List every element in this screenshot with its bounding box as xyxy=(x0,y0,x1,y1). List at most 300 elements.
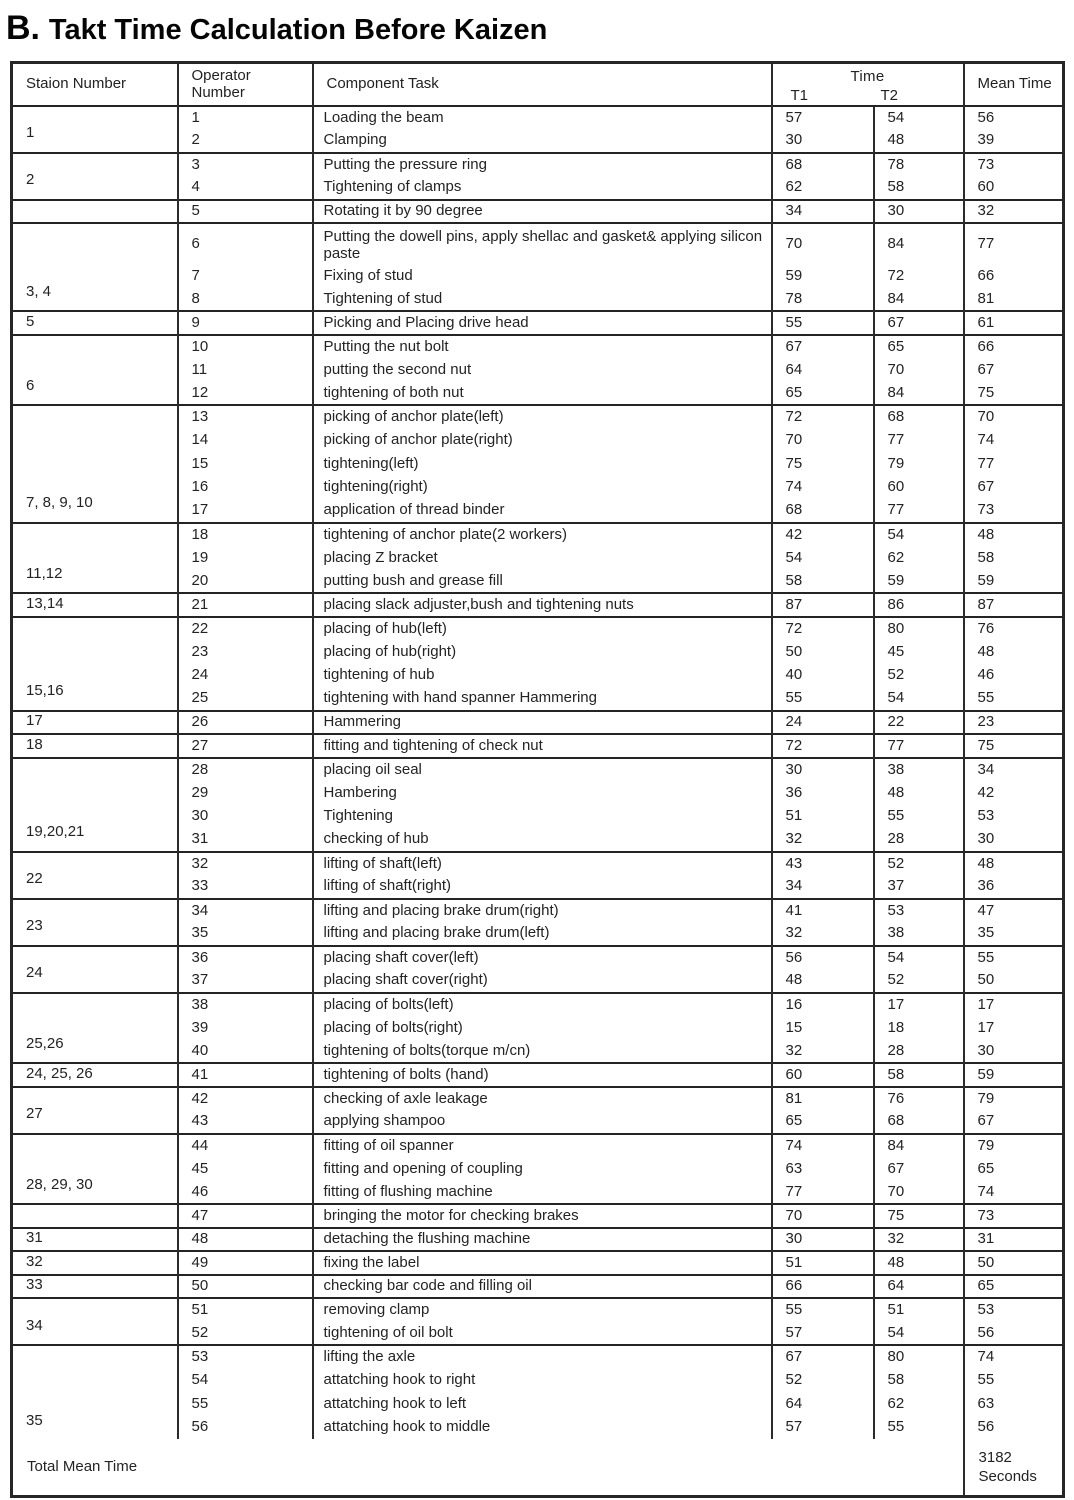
operator-cell: 47 xyxy=(178,1204,313,1228)
mean-cell: 30 xyxy=(964,828,1064,852)
mean-cell: 48 xyxy=(964,523,1064,547)
task-cell: Hambering xyxy=(313,781,772,805)
mean-cell: 81 xyxy=(964,288,1064,312)
operator-cell: 4 xyxy=(178,176,313,200)
table-row xyxy=(12,153,1064,177)
station-cell: 17 xyxy=(12,711,178,735)
header-mean xyxy=(964,63,1064,106)
operator-cell: 27 xyxy=(178,734,313,758)
mean-cell: 53 xyxy=(964,1298,1064,1322)
task-cell: Hammering xyxy=(313,711,772,735)
station-cell: 6 xyxy=(12,335,178,406)
table-row xyxy=(12,758,1064,782)
task-cell: placing shaft cover(right) xyxy=(313,969,772,993)
operator-cell: 33 xyxy=(178,875,313,899)
station-cell: 22 xyxy=(12,852,178,899)
t1-cell: 55 xyxy=(772,687,874,711)
operator-cell: 9 xyxy=(178,311,313,335)
table-row xyxy=(12,593,1064,617)
operator-cell: 16 xyxy=(178,476,313,500)
t1-cell: 74 xyxy=(772,476,874,500)
header-time-label: Time xyxy=(850,68,885,86)
mean-cell: 63 xyxy=(964,1392,1064,1416)
task-cell: Clamping xyxy=(313,129,772,153)
header-task-label: Component Task xyxy=(326,75,439,93)
t2-cell: 68 xyxy=(874,1110,964,1134)
mean-cell: 67 xyxy=(964,358,1064,382)
task-cell: checking of axle leakage xyxy=(313,1087,772,1111)
t2-cell: 80 xyxy=(874,1345,964,1369)
task-cell: tightening(left) xyxy=(313,452,772,476)
operator-cell: 29 xyxy=(178,781,313,805)
mean-cell: 73 xyxy=(964,153,1064,177)
task-cell: fitting of oil spanner xyxy=(313,1134,772,1158)
table-row xyxy=(12,993,1064,1017)
operator-cell: 45 xyxy=(178,1157,313,1181)
task-cell: placing slack adjuster,bush and tightening nuts xyxy=(313,593,772,617)
header-t1-label: T1 xyxy=(790,87,809,105)
t1-cell: 68 xyxy=(772,499,874,523)
station-cell: 31 xyxy=(12,1228,178,1252)
mean-cell: 56 xyxy=(964,1416,1064,1440)
mean-cell: 77 xyxy=(964,452,1064,476)
operator-cell: 38 xyxy=(178,993,313,1017)
t1-cell: 42 xyxy=(772,523,874,547)
operator-cell: 3 xyxy=(178,153,313,177)
t1-cell: 48 xyxy=(772,969,874,993)
t2-cell: 38 xyxy=(874,758,964,782)
t1-cell: 54 xyxy=(772,546,874,570)
table-row xyxy=(12,1251,1064,1275)
operator-cell: 17 xyxy=(178,499,313,523)
t1-cell: 55 xyxy=(772,1298,874,1322)
task-cell: placing of bolts(left) xyxy=(313,993,772,1017)
t1-cell: 65 xyxy=(772,1110,874,1134)
t1-cell: 15 xyxy=(772,1016,874,1040)
t2-cell: 58 xyxy=(874,176,964,200)
header-station xyxy=(12,63,178,106)
t2-cell: 75 xyxy=(874,1204,964,1228)
total-row xyxy=(12,1439,1064,1496)
operator-cell: 56 xyxy=(178,1416,313,1440)
task-cell: attatching hook to right xyxy=(313,1369,772,1393)
t1-cell: 67 xyxy=(772,1345,874,1369)
station-cell xyxy=(12,1204,178,1228)
task-cell: Picking and Placing drive head xyxy=(313,311,772,335)
operator-cell: 49 xyxy=(178,1251,313,1275)
t2-cell: 84 xyxy=(874,382,964,406)
operator-cell: 7 xyxy=(178,264,313,288)
station-cell: 13,14 xyxy=(12,593,178,617)
task-cell: tightening of both nut xyxy=(313,382,772,406)
mean-cell: 55 xyxy=(964,687,1064,711)
operator-cell: 54 xyxy=(178,1369,313,1393)
table-row xyxy=(12,1345,1064,1369)
task-cell: lifting of shaft(right) xyxy=(313,875,772,899)
task-cell: Tightening xyxy=(313,805,772,829)
t1-cell: 41 xyxy=(772,899,874,923)
total-label-cell: Total Mean Time xyxy=(12,1439,964,1496)
table-row xyxy=(12,1275,1064,1299)
t1-cell: 78 xyxy=(772,288,874,312)
mean-cell: 48 xyxy=(964,852,1064,876)
operator-cell: 15 xyxy=(178,452,313,476)
station-cell: 33 xyxy=(12,1275,178,1299)
t2-cell: 58 xyxy=(874,1063,964,1087)
operator-cell: 53 xyxy=(178,1345,313,1369)
station-cell: 34 xyxy=(12,1298,178,1345)
task-cell: tightening(right) xyxy=(313,476,772,500)
task-cell: placing of hub(right) xyxy=(313,640,772,664)
operator-cell: 1 xyxy=(178,106,313,130)
mean-cell: 56 xyxy=(964,106,1064,130)
mean-cell: 59 xyxy=(964,1063,1064,1087)
task-cell: Loading the beam xyxy=(313,106,772,130)
table-row xyxy=(12,711,1064,735)
mean-cell: 36 xyxy=(964,875,1064,899)
station-cell: 24 xyxy=(12,946,178,993)
task-cell: applying shampoo xyxy=(313,1110,772,1134)
t1-cell: 34 xyxy=(772,200,874,224)
header-t2-label: T2 xyxy=(880,87,899,105)
t2-cell: 77 xyxy=(874,429,964,453)
t1-cell: 43 xyxy=(772,852,874,876)
mean-cell: 50 xyxy=(964,969,1064,993)
mean-cell: 59 xyxy=(964,570,1064,594)
task-cell: Fixing of stud xyxy=(313,264,772,288)
table-row xyxy=(12,734,1064,758)
t1-cell: 32 xyxy=(772,1040,874,1064)
table-row xyxy=(12,1298,1064,1322)
t2-cell: 84 xyxy=(874,288,964,312)
table-row xyxy=(12,1063,1064,1087)
table-body xyxy=(12,106,1064,1440)
mean-cell: 32 xyxy=(964,200,1064,224)
t1-cell: 62 xyxy=(772,176,874,200)
t1-cell: 56 xyxy=(772,946,874,970)
header-time xyxy=(772,63,964,106)
table-row xyxy=(12,1087,1064,1111)
mean-cell: 55 xyxy=(964,1369,1064,1393)
task-cell: placing oil seal xyxy=(313,758,772,782)
total-value-cell xyxy=(964,1439,1064,1496)
t1-cell: 55 xyxy=(772,311,874,335)
operator-cell: 44 xyxy=(178,1134,313,1158)
task-cell: checking of hub xyxy=(313,828,772,852)
operator-cell: 24 xyxy=(178,664,313,688)
mean-cell: 58 xyxy=(964,546,1064,570)
task-cell: lifting the axle xyxy=(313,1345,772,1369)
table-header xyxy=(12,63,1064,106)
t1-cell: 36 xyxy=(772,781,874,805)
table-footer xyxy=(12,1439,1064,1496)
task-cell: Tightening of clamps xyxy=(313,176,772,200)
mean-cell: 74 xyxy=(964,1345,1064,1369)
task-cell: removing clamp xyxy=(313,1298,772,1322)
station-cell: 27 xyxy=(12,1087,178,1134)
t2-cell: 84 xyxy=(874,223,964,264)
t1-cell: 66 xyxy=(772,1275,874,1299)
t2-cell: 48 xyxy=(874,781,964,805)
task-cell: checking bar code and filling oil xyxy=(313,1275,772,1299)
t1-cell: 52 xyxy=(772,1369,874,1393)
task-cell: placing Z bracket xyxy=(313,546,772,570)
task-cell: Rotating it by 90 degree xyxy=(313,200,772,224)
operator-cell: 25 xyxy=(178,687,313,711)
t2-cell: 77 xyxy=(874,499,964,523)
task-cell: Tightening of stud xyxy=(313,288,772,312)
mean-cell: 55 xyxy=(964,946,1064,970)
operator-cell: 48 xyxy=(178,1228,313,1252)
t1-cell: 70 xyxy=(772,1204,874,1228)
operator-cell: 51 xyxy=(178,1298,313,1322)
mean-cell: 77 xyxy=(964,223,1064,264)
task-cell: tightening of bolts(torque m/cn) xyxy=(313,1040,772,1064)
t2-cell: 18 xyxy=(874,1016,964,1040)
table-row xyxy=(12,523,1064,547)
operator-cell: 36 xyxy=(178,946,313,970)
t1-cell: 59 xyxy=(772,264,874,288)
task-cell: placing of bolts(right) xyxy=(313,1016,772,1040)
t2-cell: 58 xyxy=(874,1369,964,1393)
task-cell: lifting and placing brake drum(left) xyxy=(313,922,772,946)
operator-cell: 5 xyxy=(178,200,313,224)
t2-cell: 60 xyxy=(874,476,964,500)
t2-cell: 17 xyxy=(874,993,964,1017)
mean-cell: 66 xyxy=(964,264,1064,288)
station-cell: 5 xyxy=(12,311,178,335)
operator-cell: 19 xyxy=(178,546,313,570)
task-cell: putting bush and grease fill xyxy=(313,570,772,594)
mean-cell: 65 xyxy=(964,1157,1064,1181)
t2-cell: 55 xyxy=(874,805,964,829)
mean-cell: 76 xyxy=(964,617,1064,641)
station-cell: 23 xyxy=(12,899,178,946)
t2-cell: 67 xyxy=(874,311,964,335)
t2-cell: 52 xyxy=(874,969,964,993)
task-cell: lifting and placing brake drum(right) xyxy=(313,899,772,923)
total-unit: Seconds xyxy=(978,1468,1037,1486)
task-cell: attatching hook to middle xyxy=(313,1416,772,1440)
t1-cell: 57 xyxy=(772,1322,874,1346)
mean-cell: 60 xyxy=(964,176,1064,200)
task-cell: fixing the label xyxy=(313,1251,772,1275)
t2-cell: 37 xyxy=(874,875,964,899)
table-row xyxy=(12,899,1064,923)
task-cell: detaching the flushing machine xyxy=(313,1228,772,1252)
t2-cell: 38 xyxy=(874,922,964,946)
mean-cell: 53 xyxy=(964,805,1064,829)
mean-cell: 35 xyxy=(964,922,1064,946)
task-cell: placing of hub(left) xyxy=(313,617,772,641)
operator-cell: 32 xyxy=(178,852,313,876)
operator-cell: 42 xyxy=(178,1087,313,1111)
task-cell: fitting and tightening of check nut xyxy=(313,734,772,758)
t2-cell: 67 xyxy=(874,1157,964,1181)
t2-cell: 78 xyxy=(874,153,964,177)
t1-cell: 74 xyxy=(772,1134,874,1158)
operator-cell: 52 xyxy=(178,1322,313,1346)
t2-cell: 68 xyxy=(874,405,964,429)
t1-cell: 81 xyxy=(772,1087,874,1111)
operator-cell: 12 xyxy=(178,382,313,406)
task-cell: picking of anchor plate(left) xyxy=(313,405,772,429)
t1-cell: 64 xyxy=(772,1392,874,1416)
mean-cell: 30 xyxy=(964,1040,1064,1064)
t1-cell: 70 xyxy=(772,223,874,264)
mean-cell: 17 xyxy=(964,993,1064,1017)
t1-cell: 68 xyxy=(772,153,874,177)
operator-cell: 46 xyxy=(178,1181,313,1205)
task-cell: lifting of shaft(left) xyxy=(313,852,772,876)
t2-cell: 77 xyxy=(874,734,964,758)
t2-cell: 48 xyxy=(874,1251,964,1275)
t1-cell: 51 xyxy=(772,805,874,829)
operator-cell: 50 xyxy=(178,1275,313,1299)
table-row xyxy=(12,106,1064,130)
t1-cell: 58 xyxy=(772,570,874,594)
t2-cell: 54 xyxy=(874,687,964,711)
task-cell: fitting of flushing machine xyxy=(313,1181,772,1205)
mean-cell: 70 xyxy=(964,405,1064,429)
operator-cell: 10 xyxy=(178,335,313,359)
task-cell: attatching hook to left xyxy=(313,1392,772,1416)
task-cell: application of thread binder xyxy=(313,499,772,523)
mean-cell: 75 xyxy=(964,734,1064,758)
mean-cell: 39 xyxy=(964,129,1064,153)
page-title xyxy=(6,10,1074,47)
station-cell: 35 xyxy=(12,1345,178,1439)
station-cell: 19,20,21 xyxy=(12,758,178,852)
t1-cell: 57 xyxy=(772,106,874,130)
header-operator xyxy=(178,63,313,106)
t2-cell: 79 xyxy=(874,452,964,476)
operator-cell: 6 xyxy=(178,223,313,264)
mean-cell: 73 xyxy=(964,1204,1064,1228)
t2-cell: 62 xyxy=(874,546,964,570)
operator-cell: 11 xyxy=(178,358,313,382)
t1-cell: 57 xyxy=(772,1416,874,1440)
task-cell: tightening of hub xyxy=(313,664,772,688)
task-cell: Putting the pressure ring xyxy=(313,153,772,177)
mean-cell: 67 xyxy=(964,1110,1064,1134)
t2-cell: 54 xyxy=(874,106,964,130)
t2-cell: 22 xyxy=(874,711,964,735)
t1-cell: 67 xyxy=(772,335,874,359)
table-row xyxy=(12,335,1064,359)
station-cell: 24, 25, 26 xyxy=(12,1063,178,1087)
t2-cell: 45 xyxy=(874,640,964,664)
station-cell: 3, 4 xyxy=(12,223,178,311)
t2-cell: 51 xyxy=(874,1298,964,1322)
t2-cell: 54 xyxy=(874,523,964,547)
table-row xyxy=(12,200,1064,224)
page-title-text: Takt Time Calculation Before Kaizen xyxy=(48,14,548,46)
t2-cell: 48 xyxy=(874,129,964,153)
t1-cell: 65 xyxy=(772,382,874,406)
takt-time-table xyxy=(10,61,1065,1498)
operator-cell: 22 xyxy=(178,617,313,641)
header-station-label: Staion Number xyxy=(26,75,127,93)
task-cell: tightening of oil bolt xyxy=(313,1322,772,1346)
task-cell: Putting the dowell pins, apply shellac and gasket& applying silicon paste xyxy=(313,223,772,264)
t2-cell: 80 xyxy=(874,617,964,641)
table-row xyxy=(12,617,1064,641)
mean-cell: 74 xyxy=(964,1181,1064,1205)
t1-cell: 64 xyxy=(772,358,874,382)
mean-cell: 61 xyxy=(964,311,1064,335)
task-cell: bringing the motor for checking brakes xyxy=(313,1204,772,1228)
t2-cell: 53 xyxy=(874,899,964,923)
t2-cell: 86 xyxy=(874,593,964,617)
station-cell: 18 xyxy=(12,734,178,758)
header-task xyxy=(313,63,772,106)
t2-cell: 54 xyxy=(874,1322,964,1346)
mean-cell: 23 xyxy=(964,711,1064,735)
t2-cell: 52 xyxy=(874,664,964,688)
mean-cell: 47 xyxy=(964,899,1064,923)
t1-cell: 50 xyxy=(772,640,874,664)
t1-cell: 63 xyxy=(772,1157,874,1181)
t1-cell: 51 xyxy=(772,1251,874,1275)
table-row xyxy=(12,1228,1064,1252)
header-operator-label: Operator Number xyxy=(191,66,251,101)
t2-cell: 64 xyxy=(874,1275,964,1299)
mean-cell: 87 xyxy=(964,593,1064,617)
operator-cell: 35 xyxy=(178,922,313,946)
mean-cell: 46 xyxy=(964,664,1064,688)
task-cell: picking of anchor plate(right) xyxy=(313,429,772,453)
operator-cell: 20 xyxy=(178,570,313,594)
station-cell: 15,16 xyxy=(12,617,178,711)
operator-cell: 23 xyxy=(178,640,313,664)
t1-cell: 30 xyxy=(772,758,874,782)
t1-cell: 16 xyxy=(772,993,874,1017)
operator-cell: 21 xyxy=(178,593,313,617)
t1-cell: 72 xyxy=(772,405,874,429)
task-cell: fitting and opening of coupling xyxy=(313,1157,772,1181)
operator-cell: 2 xyxy=(178,129,313,153)
station-cell: 25,26 xyxy=(12,993,178,1064)
t1-cell: 72 xyxy=(772,617,874,641)
t2-cell: 55 xyxy=(874,1416,964,1440)
task-cell: placing shaft cover(left) xyxy=(313,946,772,970)
mean-cell: 56 xyxy=(964,1322,1064,1346)
operator-cell: 8 xyxy=(178,288,313,312)
table-row xyxy=(12,852,1064,876)
mean-cell: 50 xyxy=(964,1251,1064,1275)
t2-cell: 32 xyxy=(874,1228,964,1252)
mean-cell: 17 xyxy=(964,1016,1064,1040)
operator-cell: 39 xyxy=(178,1016,313,1040)
t1-cell: 30 xyxy=(772,129,874,153)
mean-cell: 42 xyxy=(964,781,1064,805)
header-mean-label: Mean Time xyxy=(977,75,1052,93)
table-row xyxy=(12,405,1064,429)
t2-cell: 70 xyxy=(874,358,964,382)
t1-cell: 40 xyxy=(772,664,874,688)
table-row xyxy=(12,1134,1064,1158)
operator-cell: 43 xyxy=(178,1110,313,1134)
operator-cell: 14 xyxy=(178,429,313,453)
page-title-prefix: B. xyxy=(6,9,40,47)
station-cell: 28, 29, 30 xyxy=(12,1134,178,1205)
t2-cell: 84 xyxy=(874,1134,964,1158)
t1-cell: 24 xyxy=(772,711,874,735)
station-cell: 32 xyxy=(12,1251,178,1275)
t2-cell: 72 xyxy=(874,264,964,288)
t2-cell: 54 xyxy=(874,946,964,970)
